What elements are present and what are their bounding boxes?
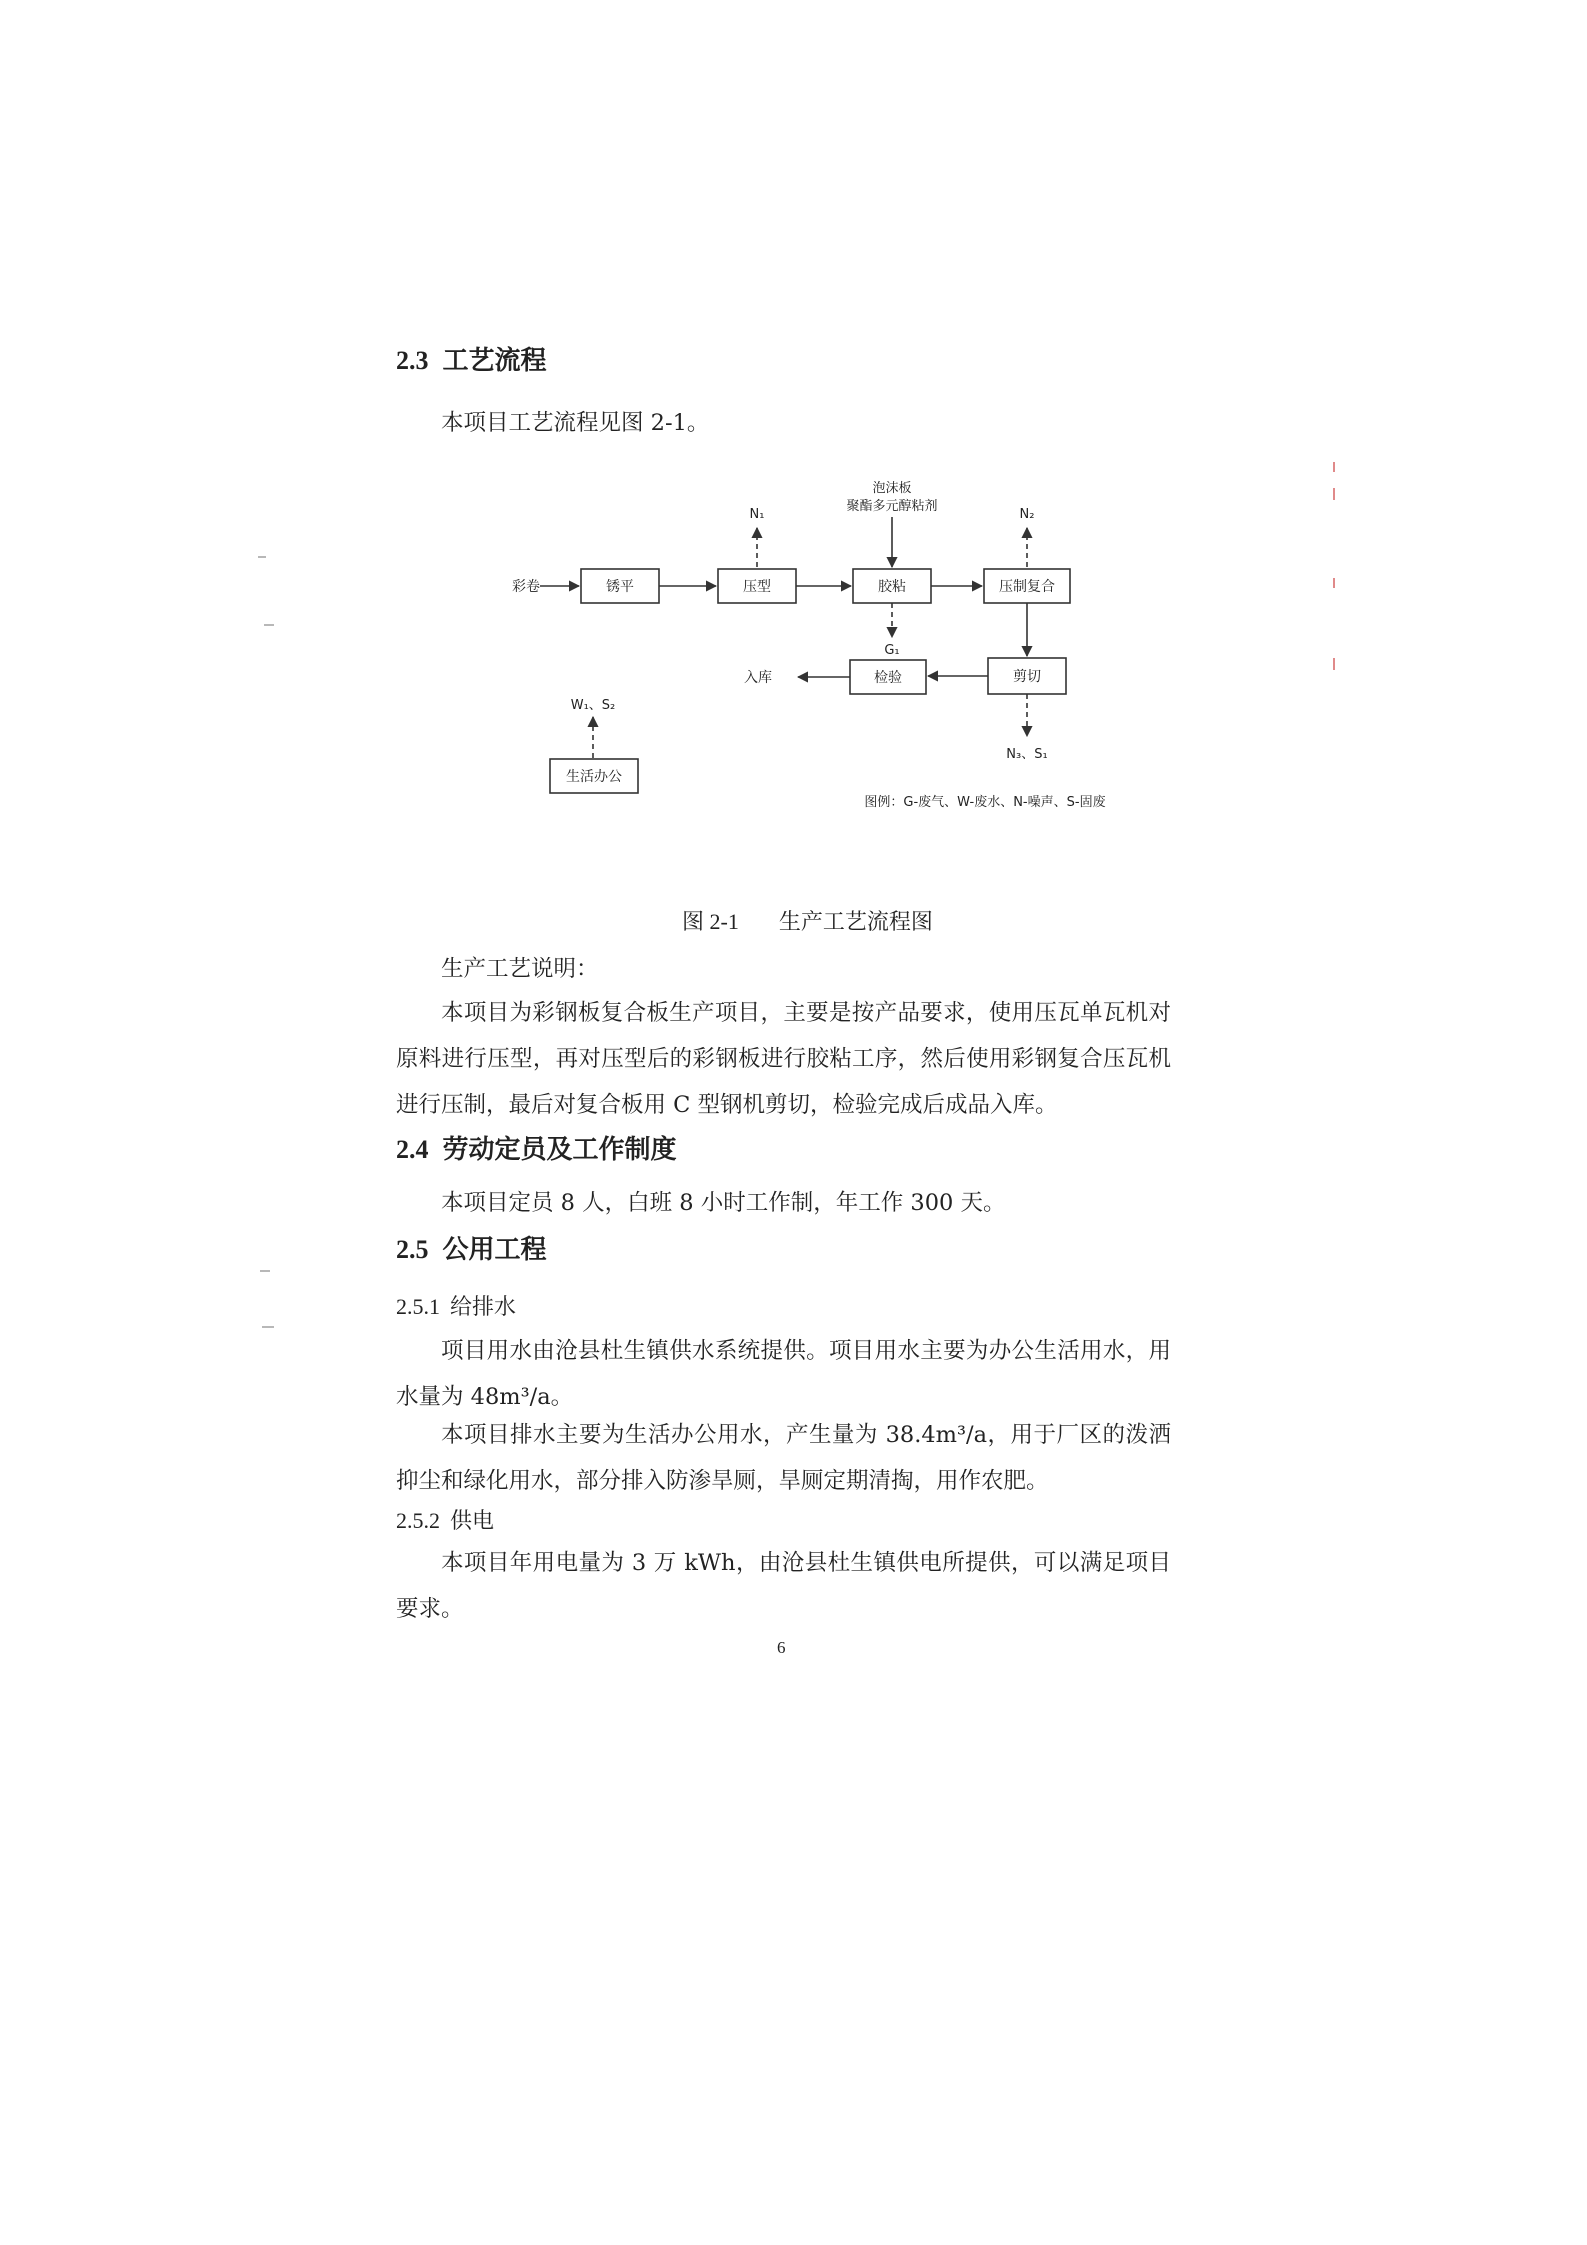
scan-speck [1333,488,1335,500]
subsection-number: 2.5.1 [396,1294,440,1319]
page-number: 6 [777,1638,786,1657]
section-2-3-heading [396,340,547,377]
section-number: 2.4 [396,1135,429,1164]
water-drainage-paragraph: 本项目排水主要为生活办公用水，产生量为 38.4m³/a，用于厂区的泼洒抑尘和绿化用水，部分排入防渗旱厕，旱厕定期清掏，用作农肥。 [396,1422,1171,1494]
scan-speck [258,556,266,558]
material-input-line-1: 泡沫板 [872,481,912,496]
emission-n2: N₂ [1019,507,1035,522]
water-supply-paragraph: 项目用水由沧县杜生镇供水系统提供。项目用水主要为办公生活用水，用水量为 48m³/a。 [396,1338,1171,1410]
section-title: 工艺流程 [442,346,547,376]
process-flow-diagram [470,460,1110,825]
power-supply-paragraph: 本项目年用电量为 3 万 kWh，由沧县杜生镇供电所提供，可以满足项目要求。 [396,1550,1171,1622]
emission-w1s2: W₁、S₂ [570,698,616,713]
figure-caption [682,905,933,936]
box-inspect-label: 检验 [874,670,902,686]
diagram-legend: 图例：G-废气、W-废水、N-噪声、S-固废 [864,795,1106,810]
subsection-title: 供电 [450,1509,495,1534]
input-label: 彩卷 [512,579,540,595]
box-press-label: 压型 [743,579,771,595]
section-2-5-2-heading [396,1504,494,1535]
material-input-line-2: 聚酯多元醇粘剂 [846,499,938,514]
scan-speck [1333,578,1335,588]
scan-speck [1333,462,1335,472]
box-office-label: 生活办公 [566,769,622,785]
scan-speck [1333,658,1335,670]
box-compound-label: 压制复合 [999,579,1055,595]
figure-number: 图 2-1 [682,909,739,934]
box-cut-label: 剪切 [1013,669,1041,685]
emission-n3s1: N₃、S₁ [1006,747,1048,762]
section-2-4-heading [396,1129,677,1166]
process-description-heading: 生产工艺说明： [441,956,599,982]
section-number: 2.3 [396,346,429,375]
emission-n1: N₁ [749,507,765,522]
emission-g1: G₁ [884,643,900,658]
section-2-4-text: 本项目定员 8 人，白班 8 小时工作制，年工作 300 天。 [441,1190,1006,1216]
section-number: 2.5 [396,1235,429,1264]
figure-title: 生产工艺流程图 [778,910,933,935]
process-description-text: 本项目为彩钢板复合板生产项目，主要是按产品要求，使用压瓦单瓦机对原料进行压型，再对压型后的彩钢板进行胶粘工序，然后使用彩钢复合压瓦机进行压制，最后对复合板用 C 型钢机剪切，检验完成后成品入库。 [396,1000,1171,1118]
box-glue-label: 胶粘 [878,579,906,595]
scan-speck [260,1270,270,1272]
section-title: 公用工程 [442,1235,547,1265]
section-2-5-1-heading [396,1290,516,1321]
scan-speck [262,1326,274,1328]
subsection-number: 2.5.2 [396,1508,440,1533]
section-2-5-heading [396,1229,547,1266]
output-label: 入库 [744,670,772,686]
scan-speck [264,624,274,626]
subsection-title: 给排水 [450,1295,517,1320]
section-title: 劳动定员及工作制度 [442,1135,677,1165]
box-leveling-label: 锈平 [606,579,634,595]
section-2-3-intro: 本项目工艺流程见图 2-1。 [441,410,710,436]
